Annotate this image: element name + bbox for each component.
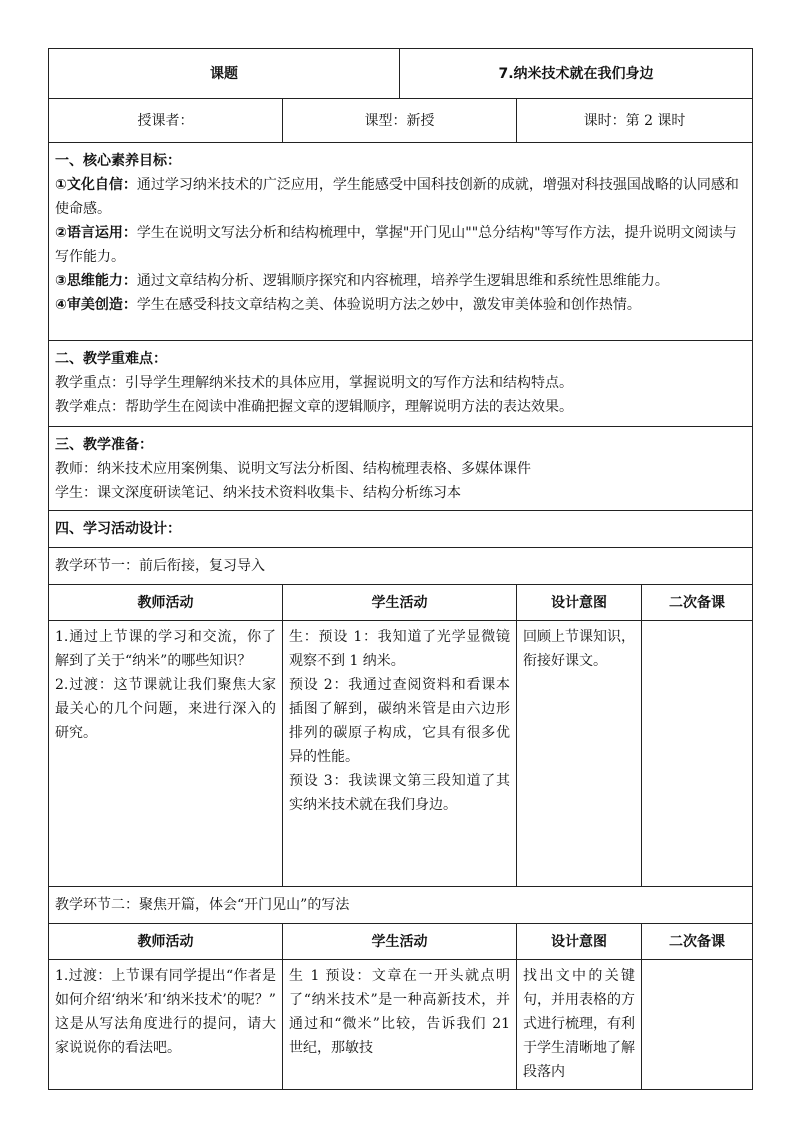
topic-value: 7.纳米技术就在我们身边 bbox=[400, 49, 753, 99]
section-preparation bbox=[49, 427, 753, 511]
objective-item: ④审美创造：学生在感受科技文章结构之美、体验说明方法之妙中，激发审美体验和创作热情。 bbox=[55, 297, 641, 313]
section-objectives bbox=[49, 143, 753, 341]
stage-one-student: 生：预设 1：我知道了光学显微镜观察不到 1 纳米。 预设 2：我通过查阅资料和看课本插图了解到，碳纳米管是由六边形排列的碳原子构成，它具有很多优异的性能。 预设 3：我读课文第三段知道了其实纳米技术就在我们身边。 bbox=[283, 621, 517, 887]
stage-one-intent: 回顾上节课知识，衔接好课文。 bbox=[517, 621, 642, 887]
stage-one-teacher: 1.通过上节课的学习和交流，你了解到了关于“纳米”的哪些知识？ 2.过渡：这节课就让我们聚焦大家最关心的几个问题，来进行深入的研究。 bbox=[49, 621, 283, 887]
keypoint-line: 教学重点：引导学生理解纳米技术的具体应用，掌握说明文的写作方法和结构特点。 bbox=[55, 375, 573, 391]
col-intent: 设计意图 bbox=[517, 585, 642, 621]
teacher-field: 授课者： bbox=[49, 99, 283, 143]
section-activities: 四、学习活动设计： bbox=[49, 511, 753, 548]
stage-two-intent: 找出文中的关键句，并用表格的方式进行梳理，有利于学生清晰地了解段落内 bbox=[517, 960, 642, 1090]
difficulty-line: 教学难点：帮助学生在阅读中准确把握文章的逻辑顺序，理解说明方法的表达效果。 bbox=[55, 399, 573, 415]
col-teacher: 教师活动 bbox=[49, 924, 283, 960]
stage-two-student: 生 1 预设：文章在一开头就点明了“纳米技术”是一种高新技术，并通过和“微米”比较，告诉我们 21 世纪，那敏技 bbox=[283, 960, 517, 1090]
objective-item: ③思维能力：通过文章结构分析、逻辑顺序探究和内容梳理，培养学生逻辑思维和系统性思维能力。 bbox=[55, 273, 669, 289]
col-intent: 设计意图 bbox=[517, 924, 642, 960]
stage-one-title: 教学环节一：前后衔接，复习导入 bbox=[49, 548, 753, 585]
topic-label: 课题 bbox=[49, 49, 400, 99]
stage-two-title: 教学环节二：聚焦开篇，体会“开门见山”的写法 bbox=[49, 887, 753, 924]
stage-two-teacher: 1.过渡：上节课有同学提出“作者是如何介绍‘纳米’和‘纳米技术’的呢？” 这是从写法角度进行的提问，请大家说说你的看法吧。 bbox=[49, 960, 283, 1090]
teacher-prep: 教师：纳米技术应用案例集、说明文写法分析图、结构梳理表格、多媒体课件 bbox=[55, 461, 531, 477]
col-second: 二次备课 bbox=[642, 585, 753, 621]
student-prep: 学生：课文深度研读笔记、纳米技术资料收集卡、结构分析练习本 bbox=[55, 485, 461, 501]
section-keypoints bbox=[49, 341, 753, 427]
col-student: 学生活动 bbox=[283, 924, 517, 960]
lesson-type: 课型：新授 bbox=[283, 99, 517, 143]
stage-two-second bbox=[642, 960, 753, 1090]
stage-one-second bbox=[642, 621, 753, 887]
objective-item: ①文化自信：通过学习纳米技术的广泛应用，学生能感受中国科技创新的成就，增强对科技强国战略的认同感和使命感。 bbox=[55, 177, 739, 217]
section-title: 二、教学重难点： bbox=[55, 351, 167, 367]
col-student: 学生活动 bbox=[283, 585, 517, 621]
section-title: 一、核心素养目标： bbox=[55, 153, 181, 169]
col-second: 二次备课 bbox=[642, 924, 753, 960]
col-teacher: 教师活动 bbox=[49, 585, 283, 621]
section-title: 三、教学准备： bbox=[55, 437, 153, 453]
lesson-table bbox=[48, 48, 753, 1090]
period: 课时：第 2 课时 bbox=[517, 99, 753, 143]
lesson-plan bbox=[48, 48, 752, 1090]
objective-item: ②语言运用：学生在说明文写法分析和结构梳理中，掌握"开门见山""总分结构"等写作方法，提升说明文阅读与写作能力。 bbox=[55, 225, 737, 265]
